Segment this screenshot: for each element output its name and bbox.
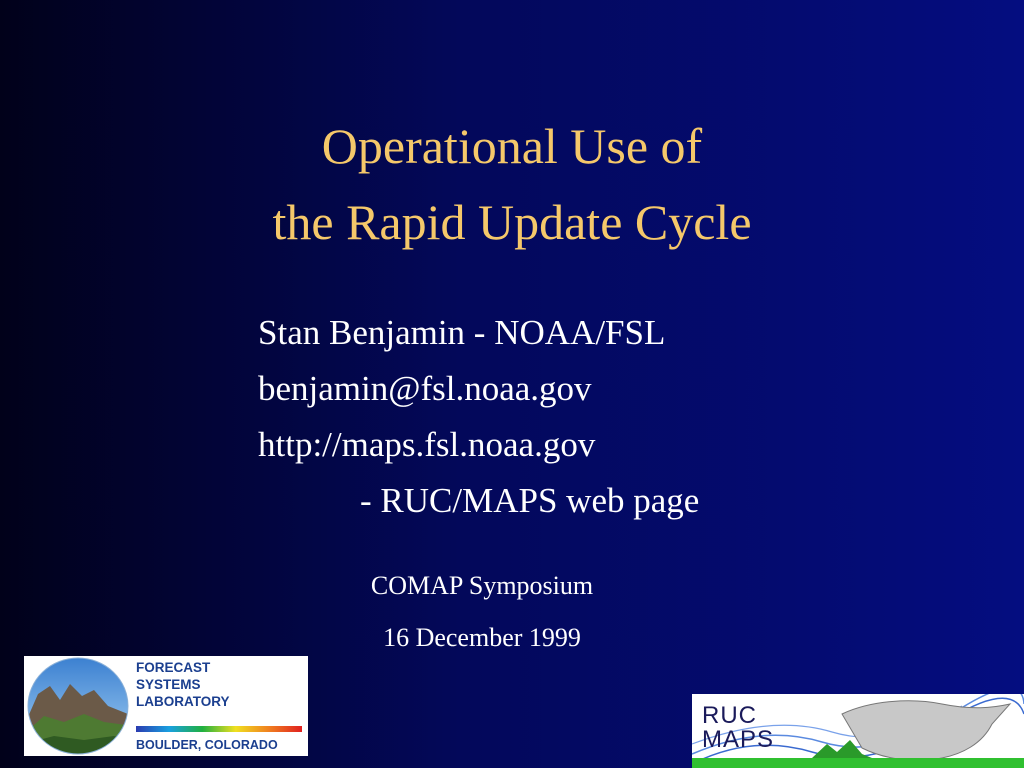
fsl-location: BOULDER, COLORADO bbox=[136, 738, 278, 752]
maps-line: MAPS bbox=[702, 726, 775, 753]
title-line-2: the Rapid Update Cycle bbox=[272, 194, 752, 250]
fsl-logo bbox=[24, 656, 308, 756]
web-url: http://maps.fsl.noaa.gov bbox=[258, 425, 596, 464]
ruc-maps-text bbox=[702, 704, 774, 752]
fsl-name bbox=[136, 659, 230, 710]
author-name: Stan Benjamin - NOAA/FSL bbox=[258, 313, 666, 352]
rainbow-bar bbox=[136, 726, 302, 732]
fsl-line-2: SYSTEMS bbox=[136, 677, 201, 692]
ruc-maps-logo bbox=[692, 694, 1024, 768]
event-date: 16 December 1999 bbox=[383, 623, 581, 652]
event-name: COMAP Symposium bbox=[370, 571, 594, 600]
event-block bbox=[0, 560, 964, 664]
flatirons-globe-icon bbox=[24, 656, 134, 756]
title-line-1: Operational Use of bbox=[321, 118, 703, 174]
author-block bbox=[258, 305, 699, 529]
fsl-line-3: LABORATORY bbox=[136, 694, 230, 709]
web-url-note: - RUC/MAPS web page bbox=[360, 481, 700, 520]
slide-title bbox=[0, 108, 1024, 260]
ruc-line: RUC bbox=[702, 702, 757, 729]
fsl-line-1: FORECAST bbox=[136, 660, 211, 675]
author-email: benjamin@fsl.noaa.gov bbox=[258, 369, 592, 408]
